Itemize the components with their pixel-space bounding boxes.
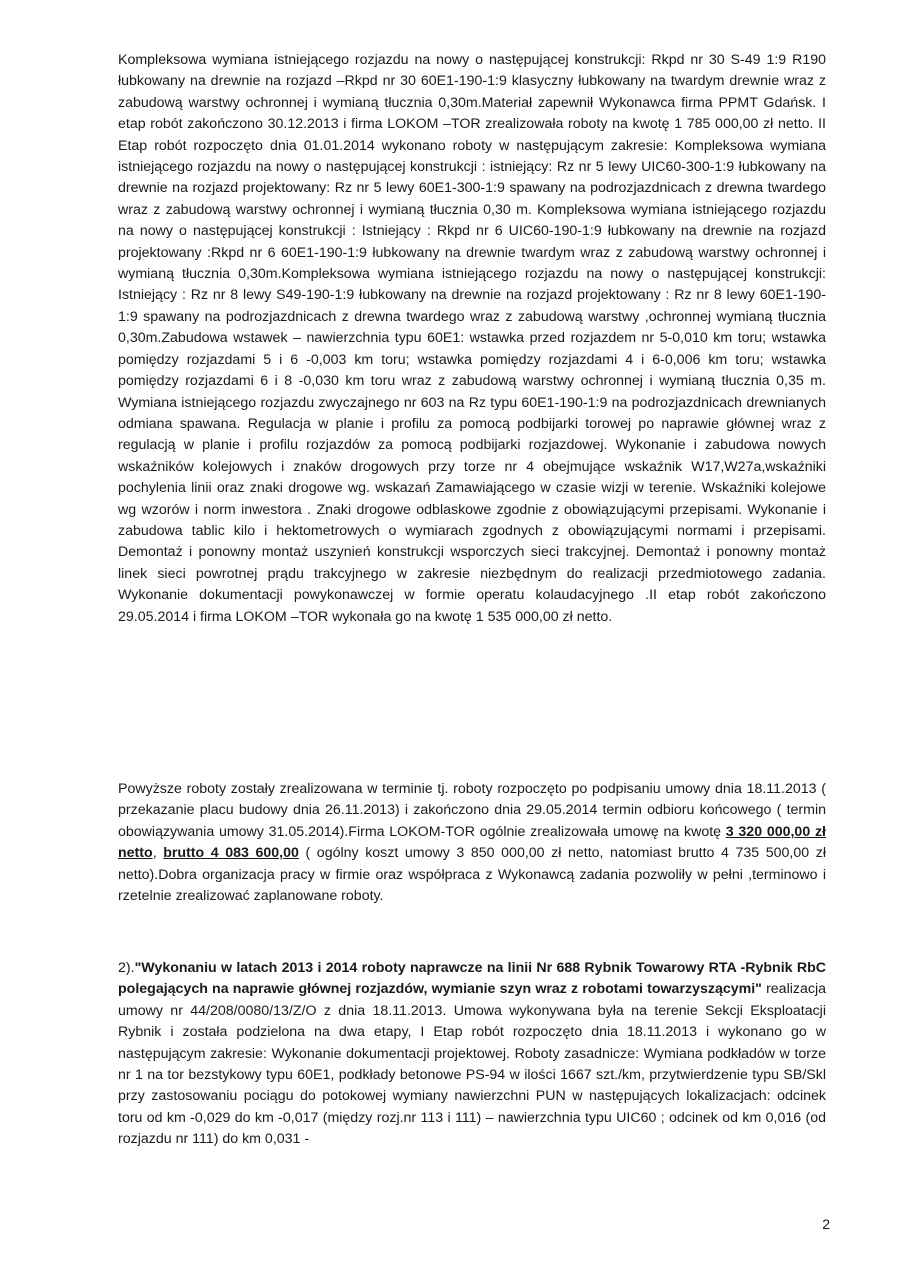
paragraph-contract-2 bbox=[118, 958, 826, 1151]
item-number: 2). bbox=[118, 960, 135, 976]
paragraph-2-comma: , bbox=[152, 845, 164, 862]
paragraph-2-before: Powyższe roboty zostały zrealizowana w terminie tj. roboty rozpoczęto po podpisaniu umowy dnia 18.11.2013 ( przekazanie placu budowy dnia 26.11.2013) i zakończono dnia 29.05.2014 termin odbioru końcowego ( termin obowiązywania umowy 31.05.2014).Firma LOKOM-TOR ogólnie zrealizowała umowę na kwotę bbox=[118, 781, 826, 840]
paragraph-2-text bbox=[118, 779, 826, 907]
page-number: 2 bbox=[822, 1216, 830, 1232]
amount-netto: 3 320 000,00 zł netto bbox=[118, 823, 826, 862]
contract-title: "Wykonaniu w latach 2013 i 2014 roboty naprawcze na linii Nr 688 Rybnik Towarowy RTA -Rybnik RbC polegających na naprawie głównej rozjazdów, wymianie szyn wraz z robotami towarzyszącymi" bbox=[118, 960, 826, 998]
paragraph-summary bbox=[118, 779, 826, 907]
paragraph-3-text bbox=[118, 958, 826, 1151]
amount-brutto: brutto 4 083 600,00 bbox=[163, 845, 299, 862]
paragraph-1-text: Kompleksowa wymiana istniejącego rozjazdu na nowy o następującej konstrukcji: Rkpd nr 30 S-49 1:9 R190 łubkowany na drewnie na rozjazd –Rkpd nr 30 60E1-190-1:9 klasyczny łubkowany na twardym drewnie wraz z zabudową warstwy ochronnej i wymianą tłucznia 0,30m.Materiał zapewnił Wykonawca firma PPMT Gdańsk. I etap robót zakończono 30.12.2013 i firma LOKOM –TOR zrealizowała roboty na kwotę 1 785 000,00 zł netto. II Etap robót rozpoczęto dnia 01.01.2014 wykonano roboty w następującym zakresie: Kompleksowa wymiana istniejącego rozjazdu na nowy o następującej konstrukcji : istniejący: Rz nr 5 lewy UIC60-300-1:9 łubkowany na drewnie na rozjazd projektowany: Rz nr 5 lewy 60E1-300-1:9 spawany na podrozjazdnicach z drewna twardego wraz z zabudową warstwy ochronnej i wymianą tłucznia 0,30 m. Kompleksowa wymiana istniejącego rozjazdu na nowy o następującej konstrukcji : Istniejący : Rkpd nr 6 UIC60-190-1:9 łubkowany na drewnie na rozjazd projektowany :Rkpd nr 6 60E1-190-1:9 łubkowany na drewnie twardym wraz z zabudową warstwy ochronnej i wymianą tłucznia 0,30m.Kompleksowa wymiana istniejącego rozjazdu na nowy o następującej konstrukcji: Istniejący : Rz nr 8 lewy S49-190-1:9 łubkowany na drewnie na rozjazd projektowany : Rz nr 8 lewy 60E1-190-1:9 spawany na podrozjazdnicach z drewna twardego wraz z zabudową warstwy ,ochronnej wymianą tłucznia 0,30m.Zabudowa wstawek – nawierzchnia typu 60E1: wstawka przed rozjazdem nr 5-0,010 km toru; wstawka pomiędzy rozjazdami 5 i 6 -0,003 km toru; wstawka pomiędzy rozjazdami 4 i 6-0,006 km toru; wstawka pomiędzy rozjazdami 6 i 8 -0,030 km toru wraz z zabudową warstwy ochronnej i wymianą tłucznia 0,35 m. Wymiana istniejącego rozjazdu zwyczajnego nr 603 na Rz typu 60E1-190-1:9 na podrozjazdnicach drewnianych odmiana spawana. Regulacja w planie i profilu za pomocą podbijarki torowej po naprawie głównej wraz z regulacją w planie i profilu rozjazdów za pomocą podbijarki rozjazdowej. Wykonanie i zabudowa nowych wskaźników kolejowych i znaków drogowych przy torze nr 4 obejmujące wskaźnik W17,W27a,wskaźniki pochylenia linii oraz znaki drogowe wg. wskazań Zamawiającego w czasie wizji w terenie. Wskaźniki kolejowe wg wzorów i norm inwestora . Znaki drogowe odblaskowe zgodnie z obowiązującymi przepisami. Wykonanie i zabudowa tablic kilo i hektometrowych o wymiarach zgodnych z obowiązującymi normami i przepisami. Demontaż i ponowny montaż uszynień konstrukcji wsporczych sieci trakcyjnej. Demontaż i ponowny montaż linek sieci powrotnej prądu trakcyjnego w zakresie niezbędnym do realizacji przedmiotowego zadania. Wykonanie dokumentacji powykonawczej w formie operatu kolaudacyjnego .II etap robót zakończono 29.05.2014 i firma LOKOM –TOR wykonała go na kwotę 1 535 000,00 zł netto. bbox=[118, 52, 826, 625]
paragraph-2-after: ( ogólny koszt umowy 3 850 000,00 zł netto, natomiast brutto 4 735 500,00 zł netto).Dobra organizacja pracy w firmie oraz współpraca z Wykonawcą zadania pozwoliły w pełni ,terminowo i rzetelnie zrealizować zaplanowane roboty. bbox=[118, 845, 826, 905]
paragraph-works-scope bbox=[118, 50, 826, 628]
paragraph-3-body: realizacja umowy nr 44/208/0080/13/Z/O z dnia 18.11.2013. Umowa wykonywana była na terenie Sekcji Eksploatacji Rybnik i została podzielona na dwa etapy, I Etap robót rozpoczęto dnia 18.11.2013 i wykonano go w następującym zakresie: Wykonanie dokumentacji projektowej. Roboty zasadnicze: Wymiana podkładów w torze nr 1 na tor bezstykowy typu 60E1, podkłady betonowe PS-94 w ilości 1667 szt./km, przytwierdzenie typu SB/Skl przy zastosowaniu pociągu do potokowej wymiany nawierzchni PUN w następujących lokalizacjach: odcinek toru od km -0,029 do km -0,017 (między rozj.nr 113 i 111) – nawierzchnia typu UIC60 ; odcinek od km 0,016 (od rozjazdu nr 111) do km 0,031 - bbox=[118, 981, 827, 1148]
